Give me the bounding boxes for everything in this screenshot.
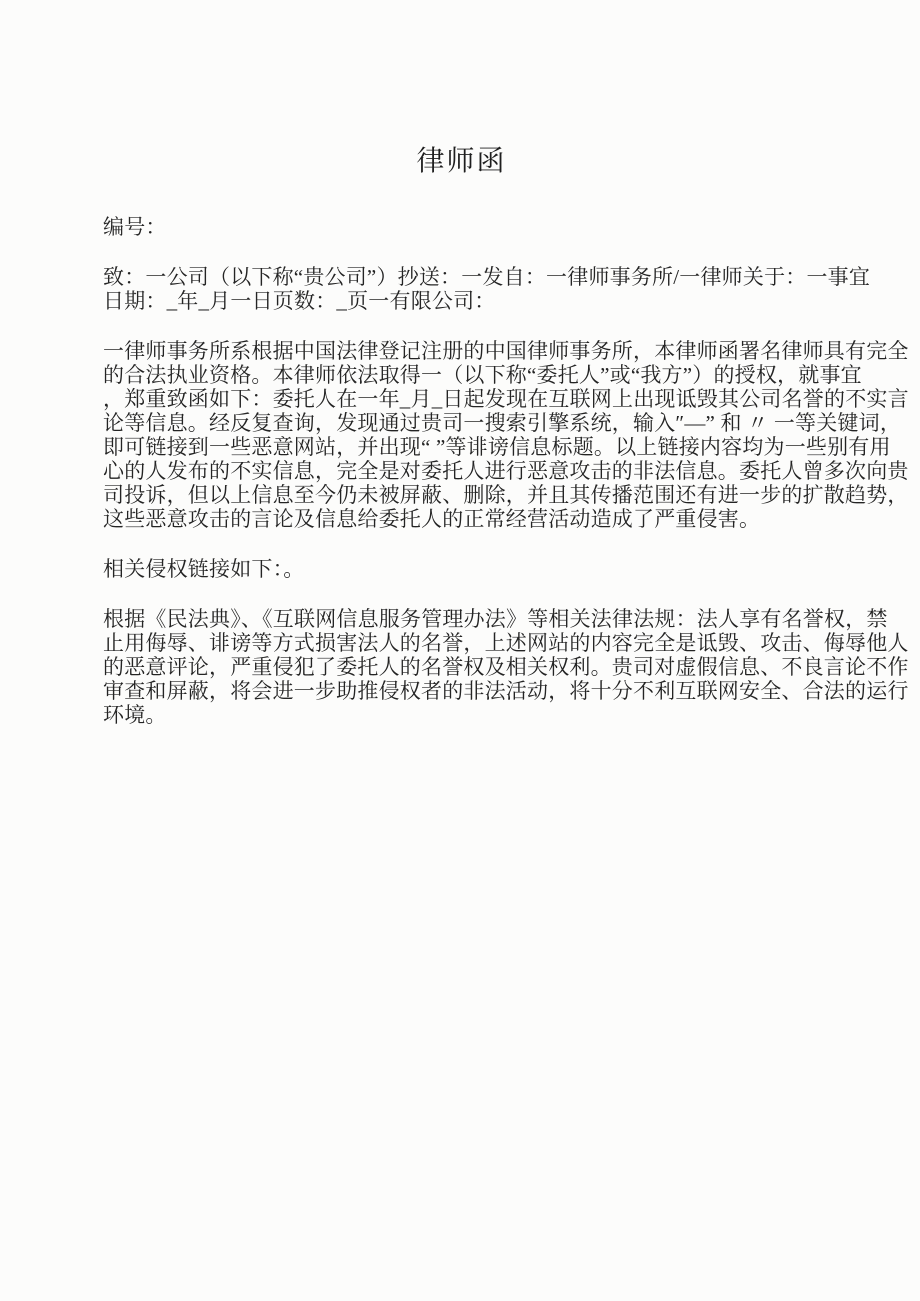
text-line: 司投诉，但以上信息至今仍未被屏蔽、删除，并且其传播范围还有进一步的扩散趋势， [103,483,909,507]
document-body [103,215,909,727]
text-line: 一律师事务所系根据中国法律登记注册的中国律师事务所，本律师函署名律师具有完全 [103,339,909,363]
text-line: 致：一公司（以下称“贵公司”）抄送：一发自：一律师事务所/一律师关于：一事宜 [103,265,871,289]
text-line: 编号： [103,215,167,239]
text-line: 这些恶意攻击的言论及信息给委托人的正常经营活动造成了严重侵害。 [103,507,761,531]
text-line: 的合法执业资格。本律师依法取得一（以下称“委托人”或“我方”）的授权，就事宜 [103,363,862,387]
text-line: 根据《民法典》、《互联网信息服务管理办法》等相关法律法规：法人享有名誉权，禁 [103,607,888,631]
paragraph-legal-basis [103,607,909,727]
text-line: 的恶意评论，严重侵犯了委托人的名誉权及相关权利。贵司对虚假信息、不良言论不作 [103,655,909,679]
text-line: 日期：_年_月一日页数：_页一有限公司： [103,289,496,313]
text-line: 止用侮辱、诽谤等方式损害法人的名誉，上述网站的内容完全是诋毁、攻击、侮辱他人 [103,631,909,655]
text-line: ，郑重致函如下：委托人在一年_月_日起发现在互联网上出现诋毁其公司名誉的不实言 [103,387,909,411]
text-line: 论等信息。经反复查询，发现通过贵司一搜索引擎系统，输入″—” 和 〃 一等关键词， [103,411,902,435]
paragraph-infringing-links [103,557,820,581]
text-line: 即可链接到一些恶意网站，并出现“ ”等诽谤信息标题。以上链接内容均为一些别有用 [103,435,891,459]
document-title: 律师函 [416,146,507,177]
paragraph-reference-number [103,215,820,239]
text-line: 审查和屏蔽，将会进一步助推侵权者的非法活动，将十分不利互联网安全、合法的运行 [103,679,909,703]
text-line: 环境。 [103,703,167,727]
text-line: 相关侵权链接如下：。 [103,557,305,581]
text-line: 心的人发布的不实信息，完全是对委托人进行恶意攻击的非法信息。委托人曾多次向贵 [103,459,909,483]
paragraph-address-block [103,265,871,313]
paragraph-main-body [103,339,909,531]
